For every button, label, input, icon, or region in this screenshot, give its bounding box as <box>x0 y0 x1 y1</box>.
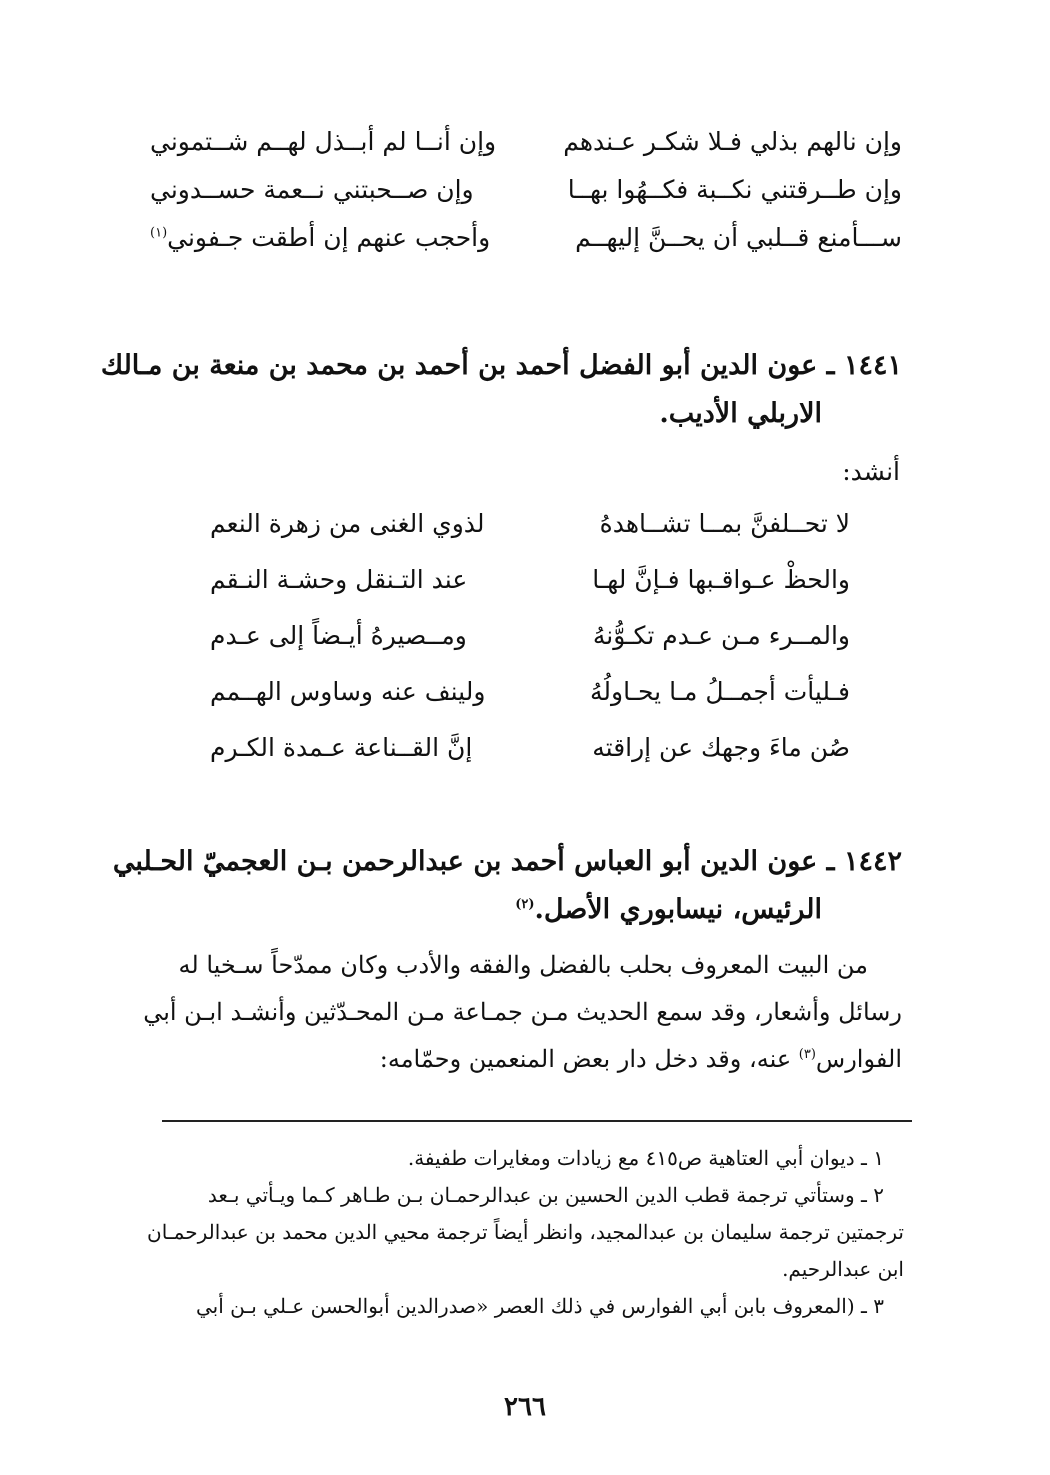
entry-1442-body <box>142 942 902 1083</box>
verse-row <box>150 118 902 166</box>
verse-second-hemistich: ولينف عنه وساوس الهــمم <box>210 677 486 706</box>
verse-row <box>150 214 902 262</box>
verse-first-hemistich: وإن نالهم بذلي فـلا شكـر عـندهم <box>563 127 902 156</box>
entry-1441-title-continuation: الاربلي الأديب. <box>659 398 822 429</box>
verse-row <box>210 552 850 608</box>
footnote-2: ٢ ـ وستأتي ترجمة قطب الدين الحسين بن عبدالرحمـان بـن طـاهر كـما ويـأتي بـعد <box>207 1183 884 1207</box>
verse-first-hemistich: ســـأمنع قــلبي أن يحــنَّ إليهــم <box>575 223 902 252</box>
page-number: ٢٦٦ <box>504 1392 546 1422</box>
verse-first-hemistich: والحظْ عـواقـبها فـإنَّ لهـا <box>592 565 850 594</box>
verse-first-hemistich: والمــرء مـن عـدم تكـوُّنهُ <box>592 621 850 650</box>
verse-second-hemistich-with-ref <box>150 214 490 262</box>
verse-first-hemistich: فـليأت أجمــلُ مـا يحـاولُهُ <box>590 677 850 706</box>
verse-second-hemistich: إنَّ القــناعة عـمدة الكـرم <box>210 733 473 762</box>
body-line: رسائل وأشعار، وقد سمع الحديث مـن جمـاعة مـن المحـدّثين وأنشـد ابـن أبي <box>143 998 902 1026</box>
verse-row <box>150 166 902 214</box>
footnote-2-continuation: ترجمتين ترجمة سليمان بن عبدالمجيد، وانظر أيضاً ترجمة محيي الدين محمد بن عبدالرحمـان <box>147 1220 904 1244</box>
body-text: الفوارس <box>815 1045 902 1073</box>
footnote-2-continuation: ابن عبدالرحيم. <box>782 1257 904 1281</box>
footnote-ref-2: (٢) <box>515 897 535 912</box>
body-line: من البيت المعروف بحلب بالفضل والفقه والأدب وكان ممدّحاً سـخيا له <box>178 951 868 979</box>
verse-second-hemistich: عند التـنقل وحشـة النـقم <box>210 565 468 594</box>
verse-second-hemistich: ومــصيرهُ أيـضاً إلى عـدم <box>210 621 467 650</box>
footnote-ref-1: (١) <box>150 225 168 241</box>
verse-second-hemistich: وإن أنــا لم أبــذل لهــم شــتموني <box>150 127 497 156</box>
footnote-1: ١ ـ ديوان أبي العتاهية ص٤١٥ مع زيادات ومغايرات طفيفة. <box>407 1146 884 1170</box>
entry-1441-intro: أنشد: <box>842 457 900 486</box>
verse-row <box>210 664 850 720</box>
verse-row <box>210 496 850 552</box>
poem-1441 <box>210 496 850 776</box>
footnote-3: ٣ ـ (المعروف بابن أبي الفوارس في ذلك العصر «صدرالدين أبوالحسن عـلي بـن أبي <box>195 1294 884 1318</box>
verse-row <box>210 608 850 664</box>
footnotes <box>144 1140 904 1325</box>
entry-1442-heading <box>112 838 902 934</box>
poem-top <box>150 118 902 262</box>
verse-first-hemistich: لا تحــلفنَّ بمــا تشــاهدهُ <box>599 509 850 538</box>
body-text: عنه، وقد دخل دار بعض المنعمين وحمّامه: <box>379 1045 799 1073</box>
entry-1442-title-line2: الرئيس، نيسابوري الأصل. <box>534 894 822 925</box>
footnote-separator <box>162 1120 912 1122</box>
verse-first-hemistich: وإن طــرقتني نكــبة فكــهُوا بهــا <box>567 175 902 204</box>
verse-second-hemistich: لذوي الغنى من زهرة النعم <box>210 509 485 538</box>
verse-row <box>210 720 850 776</box>
verse-second-hemistich: وأحجب عنهم إن أطقت جـفوني <box>167 223 491 252</box>
body-line <box>142 1036 902 1083</box>
entry-1442-title: ١٤٤٢ ـ عون الدين أبو العباس أحمد بن عبدالرحمن بـن العجميّ الحـلبي <box>112 846 902 877</box>
verse-first-hemistich: صُن ماءَ وجهك عن إراقته <box>592 733 850 762</box>
entry-1441-heading <box>100 342 902 438</box>
footnote-ref-3: (٣) <box>798 1047 816 1062</box>
entry-1442-title-continuation <box>150 886 902 934</box>
verse-second-hemistich: وإن صــحبتني نــعمة حســدوني <box>150 175 474 204</box>
entry-1441-title: ١٤٤١ ـ عون الدين أبو الفضل أحمد بن أحمد بن محمد بن منعة بن مـالك <box>100 350 902 381</box>
